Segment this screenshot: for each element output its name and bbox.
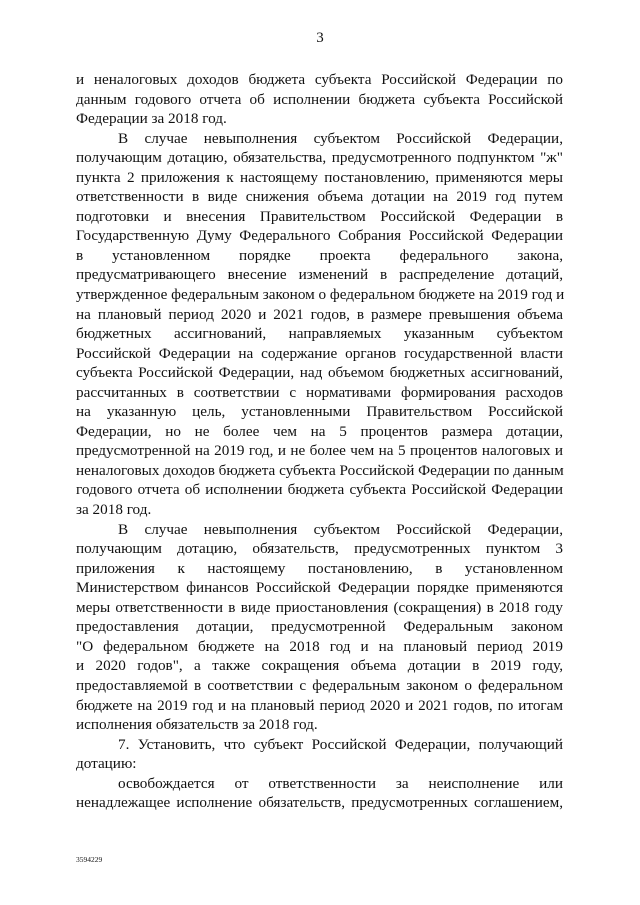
- text-line: Государственную Думу Федерального Собрания Российской Федерации: [76, 227, 563, 245]
- text-line: исполнения обязательств за 2018 год.: [76, 716, 318, 734]
- text-line: предусматривающего внесение изменений в распределение дотаций,: [76, 266, 563, 284]
- text-line: и 2020 годов", а также сокращения объема дотации в 2019 году,: [76, 657, 563, 675]
- text-line: Федерации за 2018 год.: [76, 110, 227, 128]
- document-id: 3594229: [76, 855, 103, 864]
- text-line: предоставления дотации, предусмотренной Федеральным законом: [76, 618, 563, 636]
- text-line: Федерации, но не более чем на 5 процентов размера дотации,: [76, 422, 563, 440]
- text-line: "О федеральном бюджете на 2018 год и на плановый период 2019: [76, 637, 563, 655]
- text-line: ответственности в виде снижения объема дотации на 2019 год путем: [76, 188, 563, 206]
- text-line: рассчитанных в соответствии с нормативами формирования расходов: [76, 383, 563, 401]
- text-line: на указанную цель, установленными Правительством Российской: [76, 403, 563, 421]
- text-line: предоставляемой в соответствии с федеральным законом о федеральном: [76, 676, 563, 694]
- text-line: получающим дотацию, обязательств, предусмотренных пунктом 3: [76, 540, 563, 558]
- text-line: приложения к настоящему постановлению, в установленном: [76, 559, 563, 577]
- text-line: ненадлежащее исполнение обязательств, предусмотренных соглашением,: [76, 794, 563, 812]
- text-line: 7. Установить, что субъект Российской Федерации, получающий: [118, 735, 563, 753]
- text-line: пункта 2 приложения к настоящему постановлению, применяются меры: [76, 168, 563, 186]
- text-line: В случае невыполнения субъектом Российской Федерации,: [118, 520, 563, 538]
- text-line: дотацию:: [76, 755, 137, 773]
- page-number: 3: [316, 30, 324, 46]
- text-line: подготовки и внесения Правительством Российской Федерации в: [76, 207, 563, 225]
- text-line: за 2018 год.: [76, 501, 152, 519]
- text-line: субъекта Российской Федерации, над объемом бюджетных ассигнований,: [76, 364, 563, 382]
- text-line: получающим дотацию, обязательства, предусмотренного подпунктом "ж": [76, 149, 563, 167]
- text-line: Российской Федерации на содержание органов государственной власти: [76, 344, 563, 362]
- text-line: бюджете на 2019 год и на плановый период 2020 и 2021 годов, по итогам: [76, 696, 563, 714]
- text-line: освобождается от ответственности за неисполнение или: [118, 774, 563, 792]
- text-line: Министерством финансов Российской Федерации порядке применяются: [76, 579, 563, 597]
- document-body: [76, 70, 563, 813]
- text-line: предусмотренной на 2019 год, и не более чем на 5 процентов налоговых и: [76, 442, 563, 460]
- text-line: годового отчета об исполнении бюджета субъекта Российской Федерации: [76, 481, 563, 499]
- text-line: меры ответственности в виде приостановления (сокращения) в 2018 году: [76, 598, 563, 616]
- text-line: бюджетных ассигнований, направляемых указанным субъектом: [76, 325, 563, 343]
- text-line: на плановый период 2020 и 2021 годов, в размере превышения объема: [76, 305, 563, 323]
- text-line: и неналоговых доходов бюджета субъекта Российской Федерации по: [76, 71, 563, 88]
- text-line: в установленном порядке проекта федерального закона,: [76, 246, 563, 264]
- text-line: В случае невыполнения субъектом Российской Федерации,: [118, 129, 563, 147]
- text-line: утвержденное федеральным законом о федеральном бюджете на 2019 год и: [76, 286, 565, 304]
- text-line: неналоговых доходов бюджета субъекта Российской Федерации по данным: [76, 461, 564, 479]
- text-line: данным годового отчета об исполнении бюджета субъекта Российской: [76, 90, 563, 108]
